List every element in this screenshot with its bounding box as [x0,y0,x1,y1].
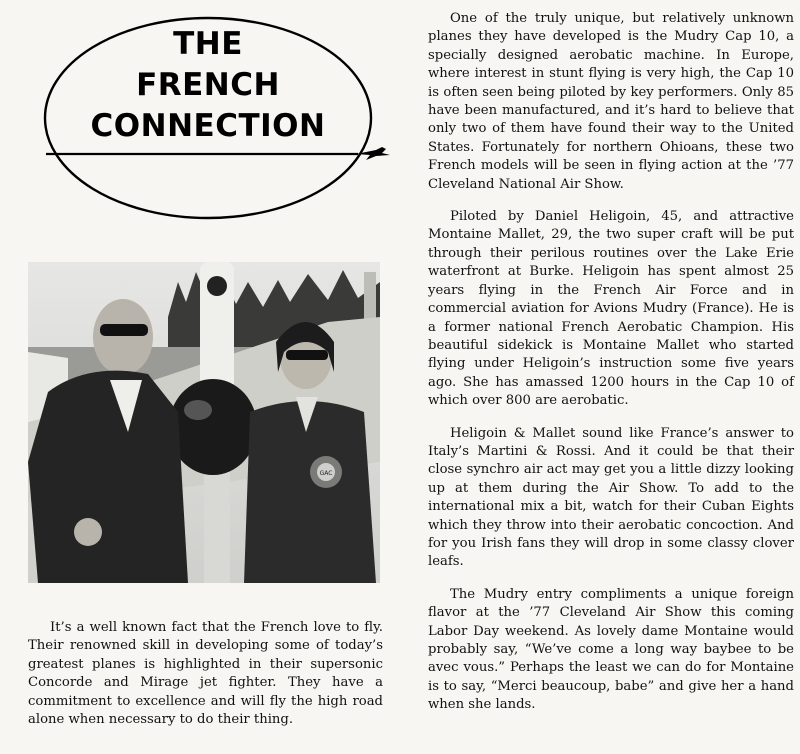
title-line-1: THE [173,26,243,62]
photo-illustration [28,262,380,583]
title-line-3: CONNECTION [90,108,326,144]
page-title [40,24,376,147]
photo-badge-label: GAC [319,470,333,477]
left-column [28,619,383,743]
right-paragraph-1: One of the truly unique, but relatively unknown planes they have developed is the Mudry Cap 10, a specially designed aerobatic machine. In Europe, where interest in stunt flying is very high, the Cap 10 is often seen being piloted by key performers. Only 85 have been manufactured, and it’s hard to believe that only two of them have found their way to the United States. Fortunately for northern Ohioans, these two French models will be seen in flying action at the ’77 Cleveland National Air Show. [428,11,794,192]
title-line-2: FRENCH [136,67,280,103]
jet-icon [356,147,390,160]
pilots-photo [28,262,380,583]
title-emblem [40,14,390,224]
left-paragraph: It’s a well known fact that the French love to fly. Their renowned skill in developing some of today’s greatest planes is highlighted in their supersonic Concorde and Mirage jet fighter. They have a commitment to excellence and will fly the high road alone when necessary to do their thing. [28,620,383,728]
right-paragraph-3: Heligoin & Mallet sound like France’s answer to Italy’s Martini & Rossi. And it could be that their close synchro air act may get you a little dizzy looking up at them during the Air Show. To add to the international mix a bit, watch for their Cuban Eights which they throw into their aerobatic concoction. And for you Irish fans they will drop in some classy clover leafs. [428,425,794,570]
right-column [428,10,794,729]
right-paragraph-2: Piloted by Daniel Heligoin, 45, and attractive Montaine Mallet, 29, the two super craft will be put through their perilous routines over the Lake Erie waterfront at Burke. Heligoin has spent almost 25 years flying in the French Air Force and in commercial aviation for Avions Mudry (France). He is a former national French Aerobatic Champion. His beautiful sidekick is Montaine Mallet who started flying under Heligoin’s instruction some five years ago. She has amassed 1200 hours in the Cap 10 of which over 800 are aerobatic. [428,209,794,409]
right-paragraph-4: The Mudry entry compliments a unique foreign flavor at the ’77 Cleveland Air Show this coming Labor Day weekend. As lovely dame Montaine would probably say, “We’ve come a long way baybee to be avec vous.” Perhaps the least we can do for Montaine is to say, “Merci beaucoup, babe” and give her a hand when she lands. [428,586,794,713]
